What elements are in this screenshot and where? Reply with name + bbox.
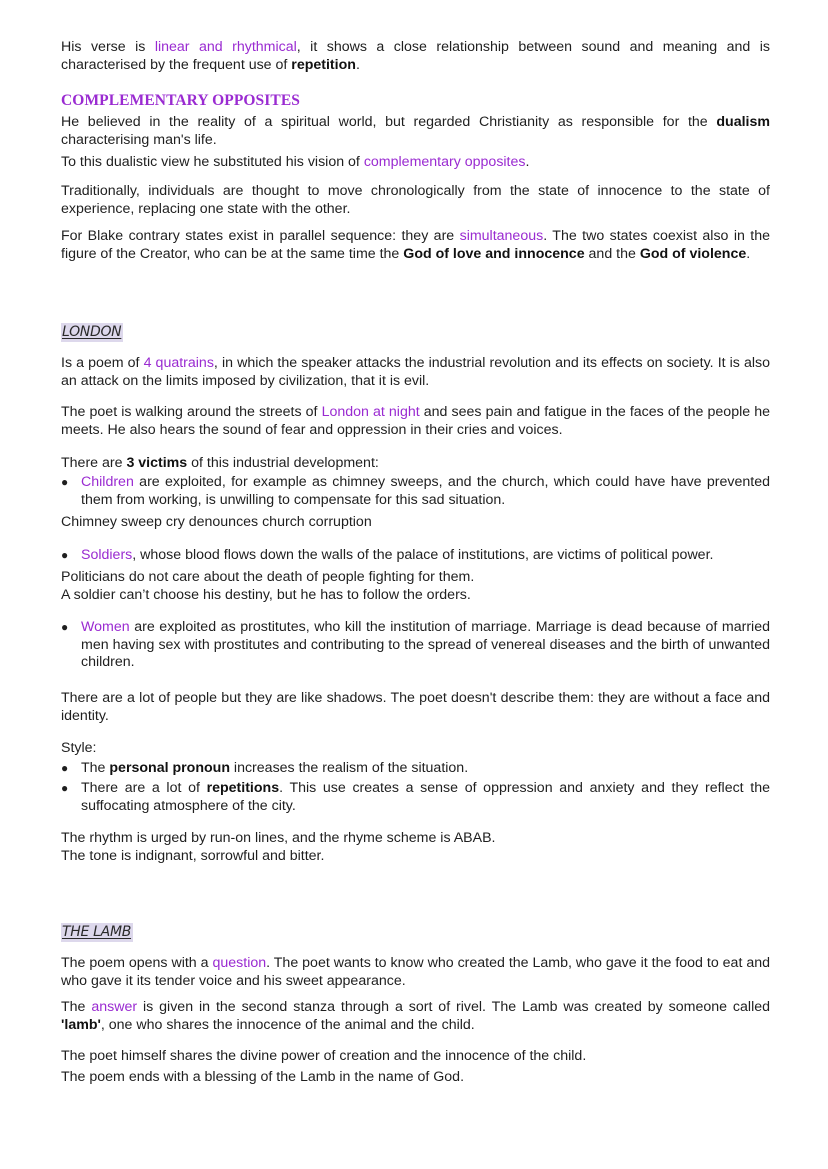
lamb-answer-paragraph: The answer is given in the second stanza through a sort of rivel. The Lamb was created by someone called 'lamb', one who shares the innocence of the animal and the child.: [61, 999, 770, 1033]
spiritual-world-paragraph: He believed in the reality of a spiritual world, but regarded Christianity as responsible for the dualism characterising man's life.: [61, 114, 770, 148]
contrary-states-paragraph: For Blake contrary states exist in parallel sequence: they are simultaneous. The two states coexist also in the figure of the Creator, who can be at the same time the God of love and innocence and the God of violence.: [61, 228, 770, 262]
the-lamb-heading: THE LAMB: [62, 924, 132, 940]
bullet-dot-icon: ●: [61, 475, 69, 489]
style-label: Style:: [61, 740, 97, 756]
bullet-dot-icon: ●: [61, 548, 69, 562]
soldier-destiny-line: A soldier can’t choose his destiny, but he has to follow the orders.: [61, 587, 471, 603]
blessing-line: The poem ends with a blessing of the Lamb in the name of God.: [61, 1069, 465, 1085]
bullet-personal-pronoun: ● The personal pronoun increases the realism of the situation.: [61, 760, 469, 776]
bullet-children: ● Children are exploited, for example as chimney sweeps, and the church, which could have have prevented them from working, is unwilling to compensate for this sad situation.: [61, 474, 770, 508]
dualistic-view-paragraph: To this dualistic view he substituted his vision of complementary opposites.: [61, 154, 530, 170]
chimney-note: Chimney sweep cry denounces church corruption: [61, 514, 372, 530]
shadows-paragraph: There are a lot of people but they are like shadows. The poet doesn't describe them: they are without a face and identity.: [61, 690, 770, 724]
verse-paragraph: His verse is linear and rhythmical, it shows a close relationship between sound and meaning and is characterised by the frequent use of repetition.: [61, 39, 771, 73]
politicians-line: Politicians do not care about the death of people fighting for them.: [61, 569, 475, 585]
london-quatrains-paragraph: Is a poem of 4 quatrains, in which the speaker attacks the industrial revolution and its effects on society. It is also an attack on the limits imposed by civilization, that it is evil.: [61, 355, 771, 389]
bullet-dot-icon: ●: [61, 761, 69, 775]
bullet-women: ● Women are exploited as prostitutes, who kill the institution of marriage. Marriage is dead because of married men having sex with prostitutes and contributing to the spread of venereal diseases and the birth of unwanted children.: [61, 619, 770, 670]
style-bullet-list: [61, 760, 770, 778]
london-streets-paragraph: The poet is walking around the streets of London at night and sees pain and fatigue in the faces of the people he meets. He also hears the sound of fear and oppression in their cries and voices.: [61, 404, 770, 438]
victims-intro: There are 3 victims of this industrial development:: [61, 455, 379, 471]
soldiers-bullet-list: [61, 547, 770, 565]
london-heading: LONDON: [62, 324, 122, 340]
style-bullet-list-2: [61, 780, 770, 815]
bullet-repetitions: ● There are a lot of repetitions. This use creates a sense of oppression and anxiety and they reflect the suffocating atmosphere of the city.: [61, 780, 771, 814]
children-bullet-list: [61, 474, 770, 509]
women-bullet-list: [61, 619, 770, 672]
lamb-question-paragraph: The poem opens with a question. The poet wants to know who created the Lamb, who gave it the food to eat and who gave it its tender voice and his sweet appearance.: [61, 955, 771, 989]
divine-power-line: The poet himself shares the divine power of creation and the innocence of the child.: [61, 1048, 587, 1064]
bullet-dot-icon: ●: [61, 620, 69, 634]
complementary-opposites-heading: COMPLEMENTARY OPPOSITES: [61, 92, 301, 109]
tone-line: The tone is indignant, sorrowful and bitter.: [61, 848, 325, 864]
bullet-soldiers: ● Soldiers, whose blood flows down the walls of the palace of institutions, are victims of political power.: [61, 547, 714, 563]
bullet-dot-icon: ●: [61, 781, 69, 795]
traditional-states-paragraph: Traditionally, individuals are thought to move chronologically from the state of innocence to the state of experience, replacing one state with the other.: [61, 183, 770, 217]
rhythm-line: The rhythm is urged by run-on lines, and the rhyme scheme is ABAB.: [61, 830, 496, 846]
